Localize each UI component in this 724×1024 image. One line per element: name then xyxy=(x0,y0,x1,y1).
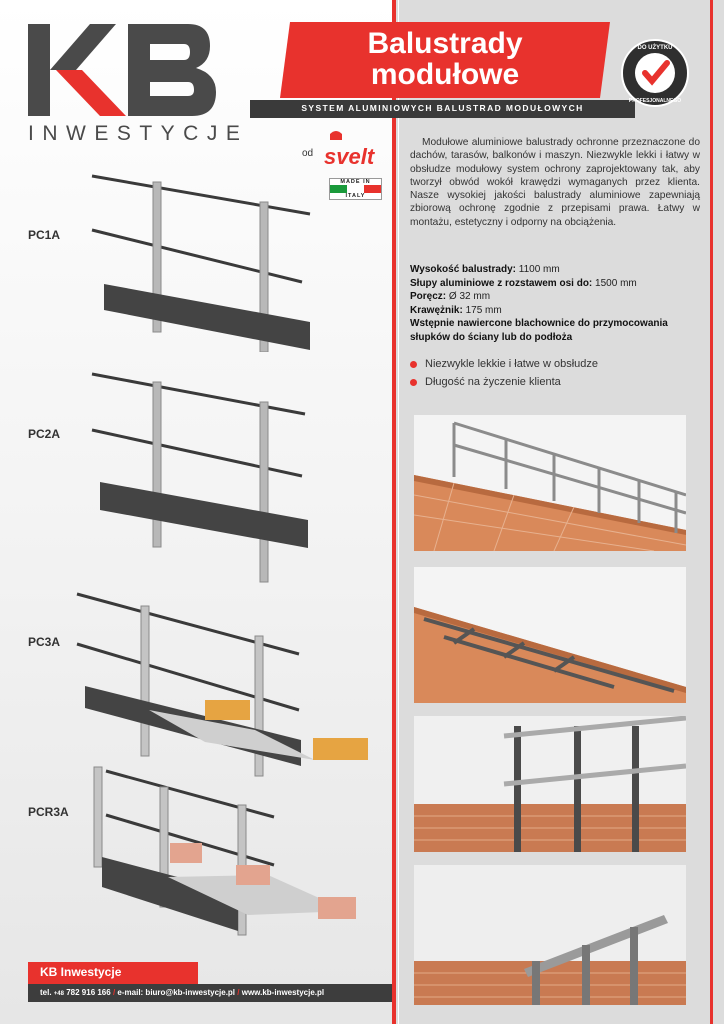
footer-tel-label: tel. xyxy=(40,988,52,997)
page-title xyxy=(280,28,610,90)
railing-pc1a-icon xyxy=(90,172,320,352)
spec-note: Wstępnie nawiercone blachownice do przymocowania słupków do ściany lub do podłoża xyxy=(410,318,668,343)
spec-handrail: Poręcz: Ø 32 mm xyxy=(410,291,491,302)
product-description: Modułowe aluminiowe balustrady ochronne przeznaczone do dachów, tarasów, balkonów i maszyn. Niezwykle lekki i łatwy w obsłudze modułowy system ochrony zaprojektowany tak, aby tworzył obwód wokół krawędzi wymaganych przez klienta. Nasze wysokiej jakości balustrady aluminiowe zapewniają zbiorową ochronę zgodnie z przepisami prawa. Łatwy w montażu, estetyczny i odporny na obciążenia. xyxy=(410,137,700,228)
page-subtitle: SYSTEM ALUMINIOWYCH BALUSTRAD MODUŁOWYCH xyxy=(301,103,584,113)
model-label-pcr3a: PCR3A xyxy=(28,805,69,819)
photo-wall-mount xyxy=(414,716,686,852)
svelt-logo-icon xyxy=(320,128,384,172)
spec-height: Wysokość balustrady: 1100 mm xyxy=(410,264,560,275)
supplier-od: od xyxy=(302,148,314,159)
bullet-item: Długość na życzenie klienta xyxy=(410,376,700,388)
bullet-dot-icon xyxy=(410,361,417,368)
svg-text:PROFESJONALNEGO: PROFESJONALNEGO xyxy=(628,98,682,104)
red-divider xyxy=(392,0,396,1024)
made-in-label: MADE IN xyxy=(340,179,371,185)
white-divider xyxy=(398,0,399,1024)
footer-website[interactable]: www.kb-inwestycje.pl xyxy=(241,988,325,997)
kb-logo-icon xyxy=(28,24,218,119)
supplier-name: svelt xyxy=(324,144,375,169)
footer-phone[interactable]: 782 916 166 xyxy=(66,988,111,997)
made-in-italy-badge xyxy=(329,178,382,200)
spec-posts: Słupy aluminiowe z rozstawem osi do: 1500 mm xyxy=(410,277,637,289)
photo-parapet xyxy=(414,865,686,1005)
railing-pc3a-icon xyxy=(75,590,375,785)
photo-roof-base xyxy=(414,567,686,703)
brand-wordmark: INWESTYCJE xyxy=(28,122,249,145)
spec-toeboard: Krawężnik: 175 mm xyxy=(410,304,502,316)
footer-email[interactable]: e-mail: biuro@kb-inwestycje.pl xyxy=(117,988,236,997)
model-label-pc3a: PC3A xyxy=(28,635,61,649)
title-line2: modułowe xyxy=(370,58,520,91)
italy-flag-icon xyxy=(330,185,381,193)
railing-pcr3a-icon xyxy=(88,765,368,945)
feature-bullets xyxy=(410,358,700,394)
right-edge-stripe xyxy=(710,0,713,1024)
spec-list xyxy=(410,263,700,344)
footer-tel-prefix: +48 xyxy=(53,991,64,997)
title-line1: Balustrady xyxy=(367,27,523,60)
footer-company: KB Inwestycje xyxy=(40,965,122,979)
svg-text:DO UŻYTKU: DO UŻYTKU xyxy=(637,45,673,51)
italy-label: ITALY xyxy=(345,193,366,199)
bullet-dot-icon xyxy=(410,379,417,386)
photo-roof-railing xyxy=(414,415,686,551)
railing-pc2a-icon xyxy=(90,370,320,585)
model-label-pc2a: PC2A xyxy=(28,427,61,441)
bullet-item: Niezwykle lekkie i łatwe w obsłudze xyxy=(410,358,700,370)
model-label-pc1a: PC1A xyxy=(28,228,61,242)
professional-use-badge-icon xyxy=(620,38,690,108)
footer-contact: tel. +48 782 916 166 / e-mail: biuro@kb-inwestycje.pl / www.kb-inwestycje.pl xyxy=(40,988,325,997)
